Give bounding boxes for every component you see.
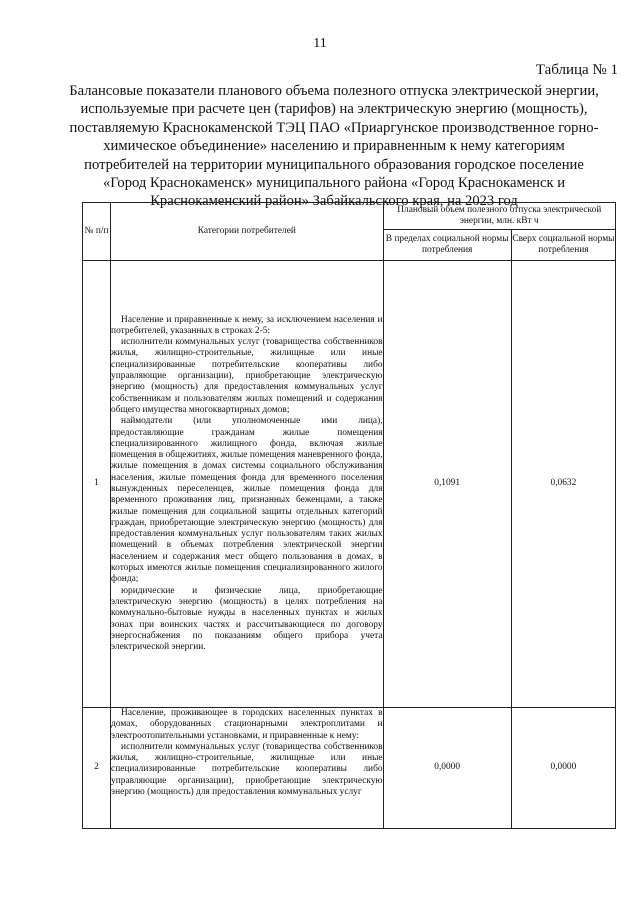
title-line: используемые при расчете цен (тарифов) на электрическую энергию (мощность), [80, 101, 588, 118]
category-paragraph: юридические и физические лица, приобретающие электрическую энергию (мощность) в целях потребления на коммунально-бытовые нужды в населенных пунктах и жилых зонах при воинских частях и рассчитывающиеся по договору энергоснабжения по показаниям общего прибора учета электрической энергии. [111, 585, 383, 653]
category-paragraph: Население, проживающее в городских населенных пунктах в домах, оборудованных стационарными электроплитами и электроотопительными установками, и приравненные к нему: [111, 708, 383, 741]
row-within-norm: 0,0000 [383, 708, 511, 829]
category-paragraph: исполнители коммунальных услуг (товарищества собственников жилья, жилищно-строительные, жилищные или иные специализированные потребительские кооперативы либо управляющие организации), приобретающие электрическую энергию (мощность) для предоставления коммунальных услуг [111, 741, 383, 798]
header-above-norm: Сверх социальной нормы потребления [511, 230, 615, 261]
balance-table [82, 202, 616, 829]
row-category [111, 708, 384, 829]
category-paragraph: Население и приравненные к нему, за исключением населения и потребителей, указанных в строках 2-5: [111, 314, 383, 336]
header-category: Категории потребителей [111, 203, 384, 261]
title-line: химическое объединение» населению и приравненным к нему категориям [103, 138, 565, 155]
row-within-norm: 0,1091 [383, 261, 511, 708]
row-above-norm: 0,0000 [511, 708, 615, 829]
row-above-norm: 0,0632 [511, 261, 615, 708]
category-paragraph: исполнители коммунальных услуг (товарищества собственников жилья, жилищно-строительные, жилищные или иные специализированные потребительские кооперативы либо управляющие организации), приобретающие электрическую энергию (мощность) для предоставления коммунальных услуг собственникам и пользователям жилых помещений и содержания общего имущества многоквартирных домов; [111, 337, 383, 415]
title-line: «Город Краснокаменск» муниципального района «Город Краснокаменск и [102, 175, 566, 192]
title-line: потребителей на территории муниципального образования городское поселение [84, 156, 584, 173]
table-row [83, 708, 616, 829]
title-line: Балансовые показатели планового объема полезного отпуска электрической энергии, [69, 83, 599, 99]
title-line: поставляемую Краснокаменской ТЭЦ ПАО «Приаргунское производственное горно- [69, 119, 599, 136]
category-paragraph: наймодатели (или уполномоченные ими лица), предоставляющие гражданам жилые помещения специализированного жилищного фонда, включая жилые помещения в общежитиях, жилые помещения маневренного фонда, жилые помещения в домах системы социального обслуживания населения, жилые помещения фонда для временного поселения вынужденных переселенцев, жилые помещения фонда для временного проживания лиц, признанных беженцами, а также жилые помещения для социальной защиты отдельных категорий граждан, приобретающие электрическую энергию (мощность) для предоставления коммунальных услуг пользователям таких жилых помещений в объемах потребления электрической энергии населением и содержания мест общего пользования в домах, в которых имеются жилые помещения специализированного жилого фонда; [111, 416, 383, 585]
row-number: 2 [83, 708, 111, 829]
row-category [111, 261, 384, 708]
page-number: 11 [313, 36, 327, 51]
table-label: Таблица № 1 [535, 62, 618, 78]
header-num: № п/п [83, 203, 111, 261]
header-volume: Плановый объем полезного отпуска электрической энергии, млн. кВт ч [383, 203, 615, 230]
document-title [40, 82, 628, 211]
row-number: 1 [83, 261, 111, 708]
header-within-norm: В пределах социальной нормы потребления [383, 230, 511, 261]
title-line: Краснокаменский район» Забайкальского края, на 2023 год [150, 193, 518, 210]
table-row [83, 261, 616, 708]
